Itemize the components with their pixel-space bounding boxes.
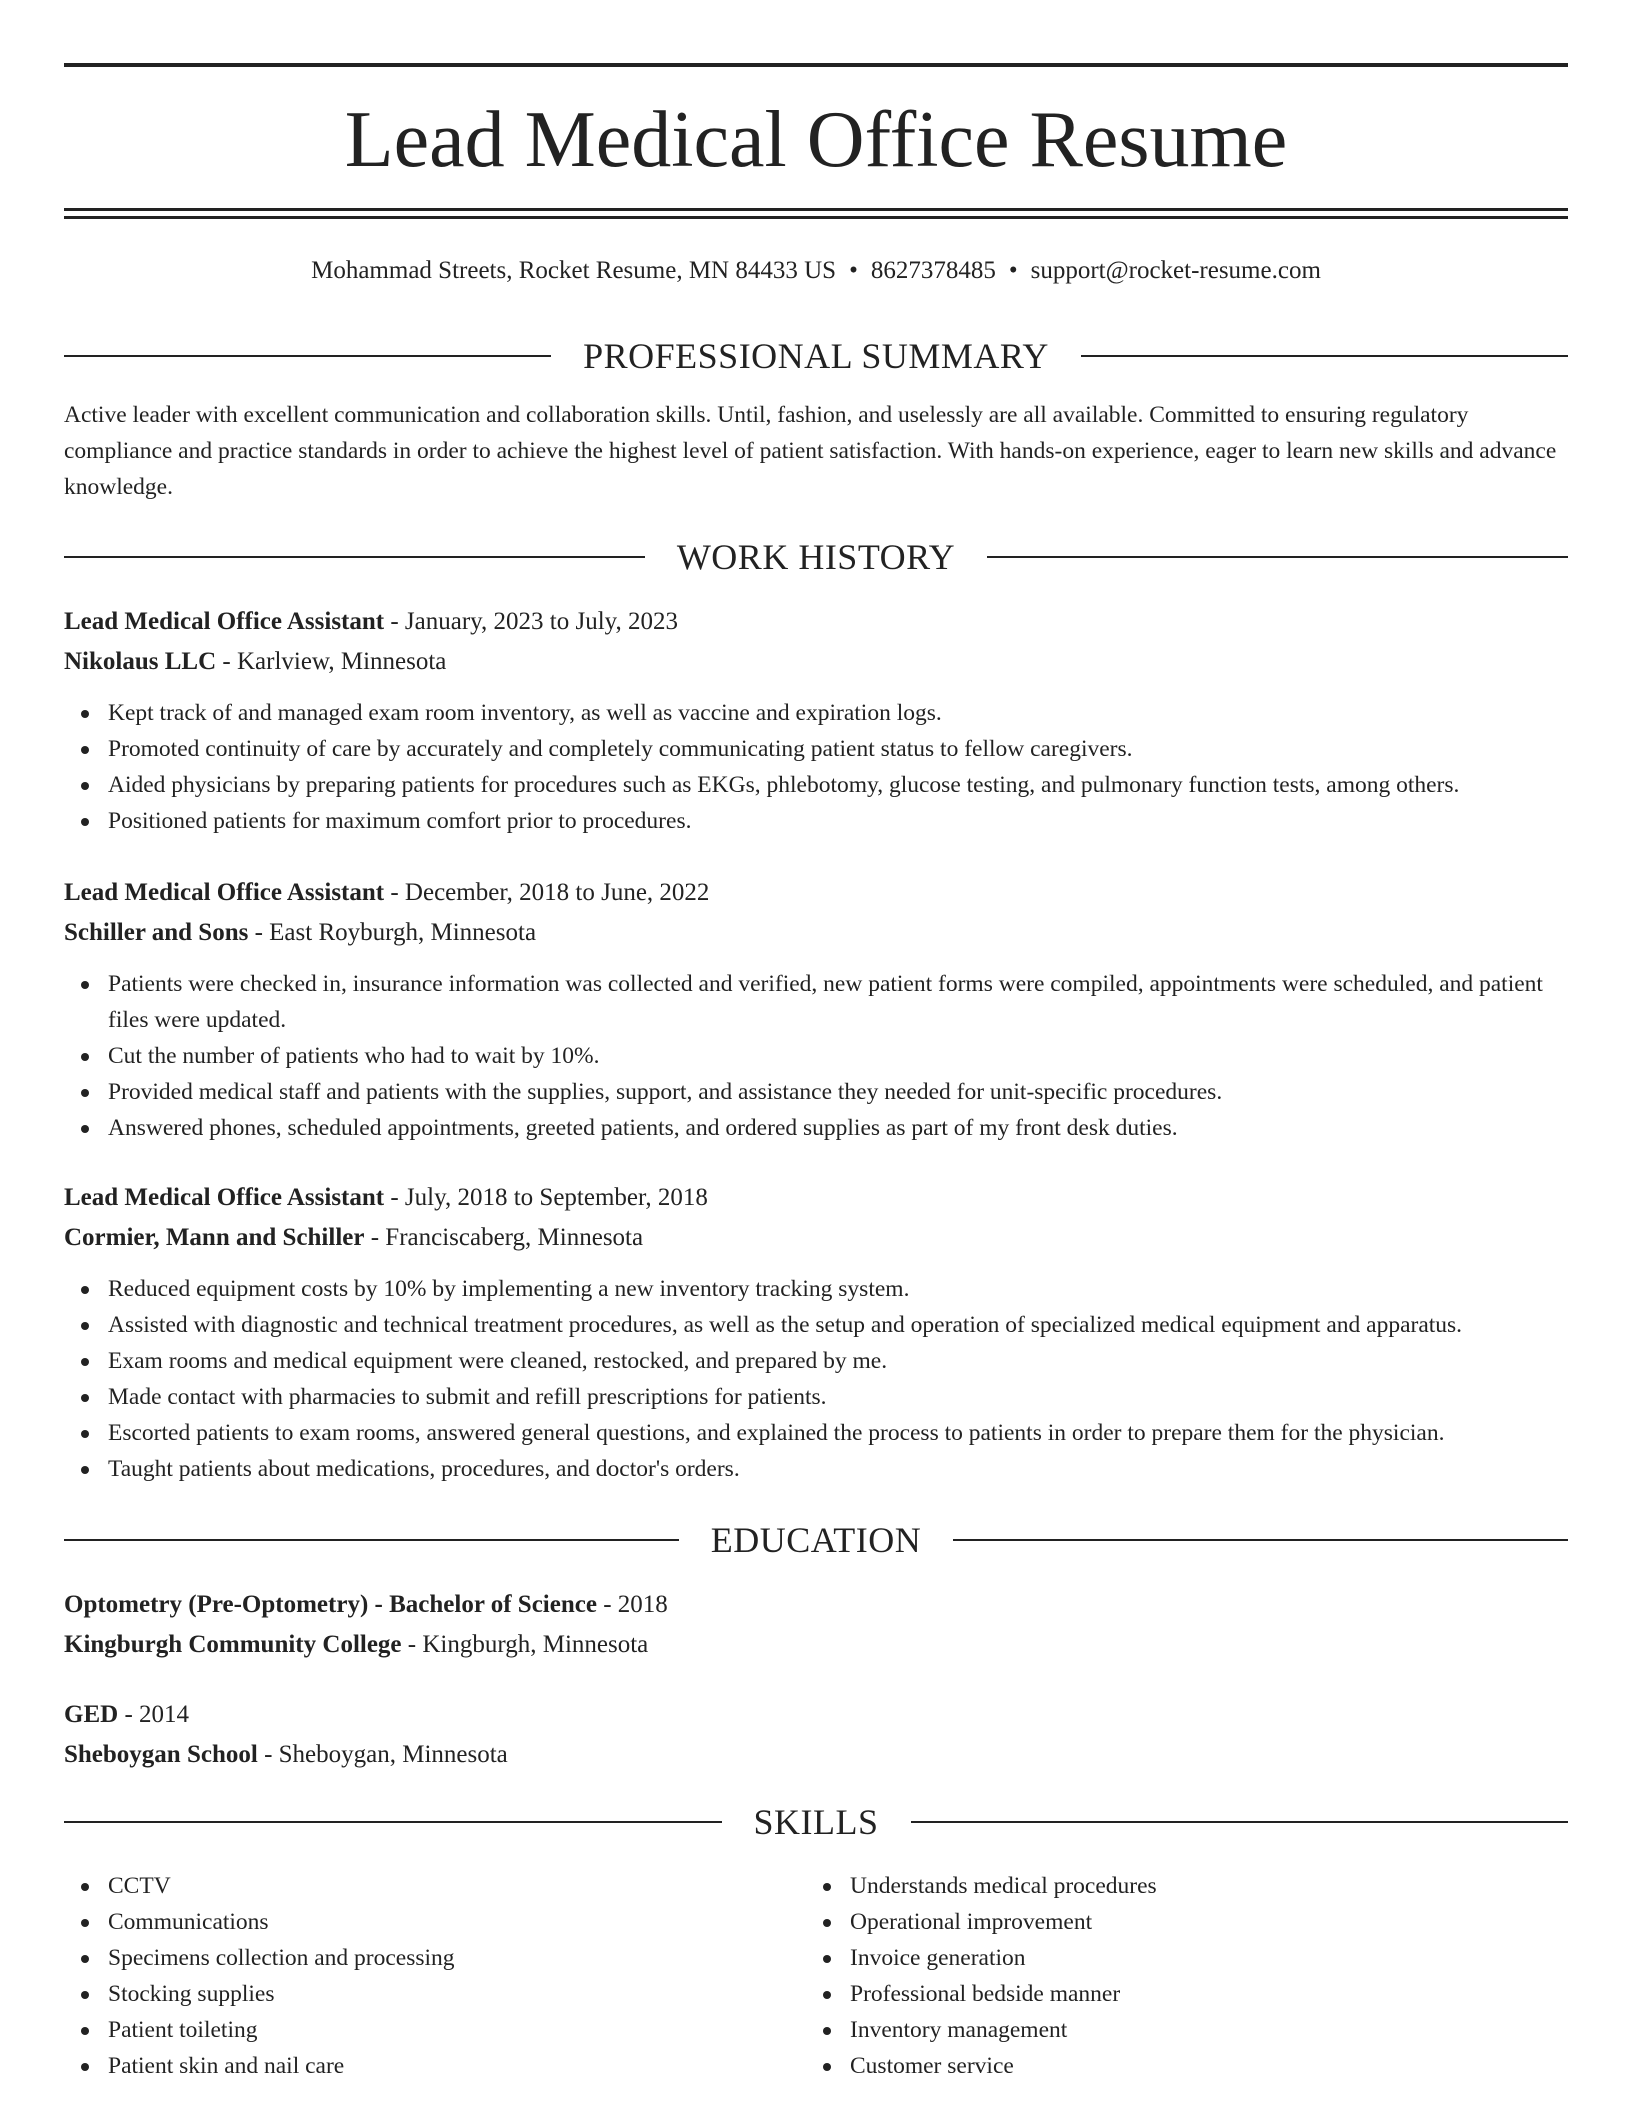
- section-rule: [911, 1821, 1569, 1823]
- section-rule: [64, 355, 551, 357]
- section-header-education: [64, 1518, 1568, 1562]
- skills-column-left: [64, 1868, 764, 2084]
- contact-separator: •: [1008, 257, 1018, 284]
- skill-item: Patient skin and nail care: [64, 2048, 764, 2084]
- title-rule-upper: [64, 208, 1568, 211]
- job-title-line: [64, 1178, 1568, 1218]
- job-bullet: Patients were checked in, insurance information was collected and verified, new patient forms were compiled, appointments were scheduled, and patient files were updated.: [64, 966, 1568, 1038]
- education-entry: [64, 1585, 1568, 1665]
- section-title: PROFESSIONAL SUMMARY: [583, 336, 1049, 376]
- skill-item: Patient toileting: [64, 2012, 764, 2048]
- job-bullets: [64, 966, 1568, 1146]
- skills-list: [806, 1868, 1506, 2084]
- section-header-skills: [64, 1800, 1568, 1844]
- education-year: - 2014: [118, 1701, 190, 1728]
- education-location: - Kingburgh, Minnesota: [401, 1631, 649, 1658]
- contact-email: support@rocket-resume.com: [1030, 257, 1321, 284]
- job-dates: - January, 2023 to July, 2023: [384, 608, 679, 635]
- job-bullet: Made contact with pharmacies to submit and refill prescriptions for patients.: [64, 1379, 1568, 1415]
- summary-text: Active leader with excellent communication and collaboration skills. Until, fashion, and uselessly are all available. Committed to ensuring regulatory compliance and practice standards in order to achieve the highest level of patient satisfaction. With hands-on experience, eager to learn new skills and advance knowledge.: [64, 402, 1557, 500]
- job-title: Lead Medical Office Assistant: [64, 608, 385, 635]
- job-title: Lead Medical Office Assistant: [64, 879, 385, 906]
- job-bullet: Taught patients about medications, procedures, and doctor's orders.: [64, 1451, 1568, 1487]
- section-rule: [64, 556, 645, 558]
- job-location: - East Royburgh, Minnesota: [248, 919, 537, 946]
- top-rule: [64, 63, 1568, 67]
- section-rule: [64, 1539, 679, 1541]
- section-rule: [64, 1821, 722, 1823]
- skill-item: Invoice generation: [806, 1940, 1506, 1976]
- job-company-line: [64, 1218, 1568, 1258]
- skills-column-right: [806, 1868, 1506, 2084]
- job-bullet: Promoted continuity of care by accurately and completely communicating patient status to fellow caregivers.: [64, 731, 1568, 767]
- job-bullet: Cut the number of patients who had to wait by 10%.: [64, 1038, 1568, 1074]
- education-degree: Optometry (Pre-Optometry) - Bachelor of Science: [64, 1591, 597, 1618]
- section-title: EDUCATION: [710, 1520, 922, 1560]
- job-company: Cormier, Mann and Schiller: [64, 1224, 365, 1251]
- job-bullet: Aided physicians by preparing patients for procedures such as EKGs, phlebotomy, glucose testing, and pulmonary function tests, among others.: [64, 767, 1568, 803]
- job-title-line: [64, 602, 1568, 642]
- title-rule-lower: [64, 216, 1568, 219]
- skill-item: Specimens collection and processing: [64, 1940, 764, 1976]
- job-location: - Franciscaberg, Minnesota: [364, 1224, 644, 1251]
- contact-address: Mohammad Streets, Rocket Resume, MN 84433 US: [311, 257, 837, 284]
- job-bullet: Kept track of and managed exam room inventory, as well as vaccine and expiration logs.: [64, 695, 1568, 731]
- skill-item: Professional bedside manner: [806, 1976, 1506, 2012]
- education-entry: [64, 1695, 1568, 1775]
- skills-list: [64, 1868, 764, 2084]
- education-school-line: [64, 1735, 1568, 1775]
- job-location: - Karlview, Minnesota: [216, 648, 447, 675]
- contact-phone: 8627378485: [870, 257, 996, 284]
- education-school: Sheboygan School: [64, 1741, 258, 1768]
- section-title: SKILLS: [753, 1802, 879, 1842]
- education-degree-line: [64, 1695, 1568, 1735]
- education-degree-line: [64, 1585, 1568, 1625]
- education-school: Kingburgh Community College: [64, 1631, 402, 1658]
- resume-title: Lead Medical Office Resume: [344, 96, 1288, 184]
- education-degree: GED: [64, 1701, 119, 1728]
- job-bullets: [64, 695, 1568, 839]
- education-school-line: [64, 1625, 1568, 1665]
- contact-line: [64, 254, 1568, 288]
- skill-item: CCTV: [64, 1868, 764, 1904]
- job-bullet: Provided medical staff and patients with the supplies, support, and assistance they needed for unit-specific procedures.: [64, 1074, 1568, 1110]
- job-title: Lead Medical Office Assistant: [64, 1184, 385, 1211]
- job-bullet: Exam rooms and medical equipment were cleaned, restocked, and prepared by me.: [64, 1343, 1568, 1379]
- job-bullet: Positioned patients for maximum comfort prior to procedures.: [64, 803, 1568, 839]
- skill-item: Communications: [64, 1904, 764, 1940]
- job-company-line: [64, 913, 1568, 953]
- job-company: Nikolaus LLC: [64, 648, 217, 675]
- contact-separator: •: [849, 257, 858, 284]
- education-year: - 2018: [596, 1591, 668, 1618]
- job-entry: [64, 873, 1568, 1146]
- job-company-line: [64, 642, 1568, 682]
- job-dates: - July, 2018 to September, 2018: [384, 1184, 708, 1211]
- skill-item: Operational improvement: [806, 1904, 1506, 1940]
- section-header-work: [64, 535, 1568, 579]
- skill-item: Understands medical procedures: [806, 1868, 1506, 1904]
- section-header-summary: [64, 334, 1568, 378]
- job-entry: [64, 1178, 1568, 1487]
- job-bullet: Answered phones, scheduled appointments, greeted patients, and ordered supplies as part of my front desk duties.: [64, 1110, 1568, 1146]
- job-company: Schiller and Sons: [64, 919, 249, 946]
- job-entry: [64, 602, 1568, 839]
- education-location: - Sheboygan, Minnesota: [257, 1741, 508, 1768]
- job-bullets: [64, 1271, 1568, 1487]
- skill-item: Stocking supplies: [64, 1976, 764, 2012]
- skill-item: Customer service: [806, 2048, 1506, 2084]
- job-bullet: Escorted patients to exam rooms, answered general questions, and explained the process to patients in order to prepare them for the physician.: [64, 1415, 1568, 1451]
- section-rule: [953, 1539, 1568, 1541]
- job-title-line: [64, 873, 1568, 913]
- skill-item: Inventory management: [806, 2012, 1506, 2048]
- job-bullet: Assisted with diagnostic and technical treatment procedures, as well as the setup and operation of specialized medical equipment and apparatus.: [64, 1307, 1568, 1343]
- job-dates: - December, 2018 to June, 2022: [384, 879, 710, 906]
- section-rule: [1081, 355, 1568, 357]
- job-bullet: Reduced equipment costs by 10% by implementing a new inventory tracking system.: [64, 1271, 1568, 1307]
- section-title: WORK HISTORY: [676, 537, 956, 577]
- section-rule: [987, 556, 1568, 558]
